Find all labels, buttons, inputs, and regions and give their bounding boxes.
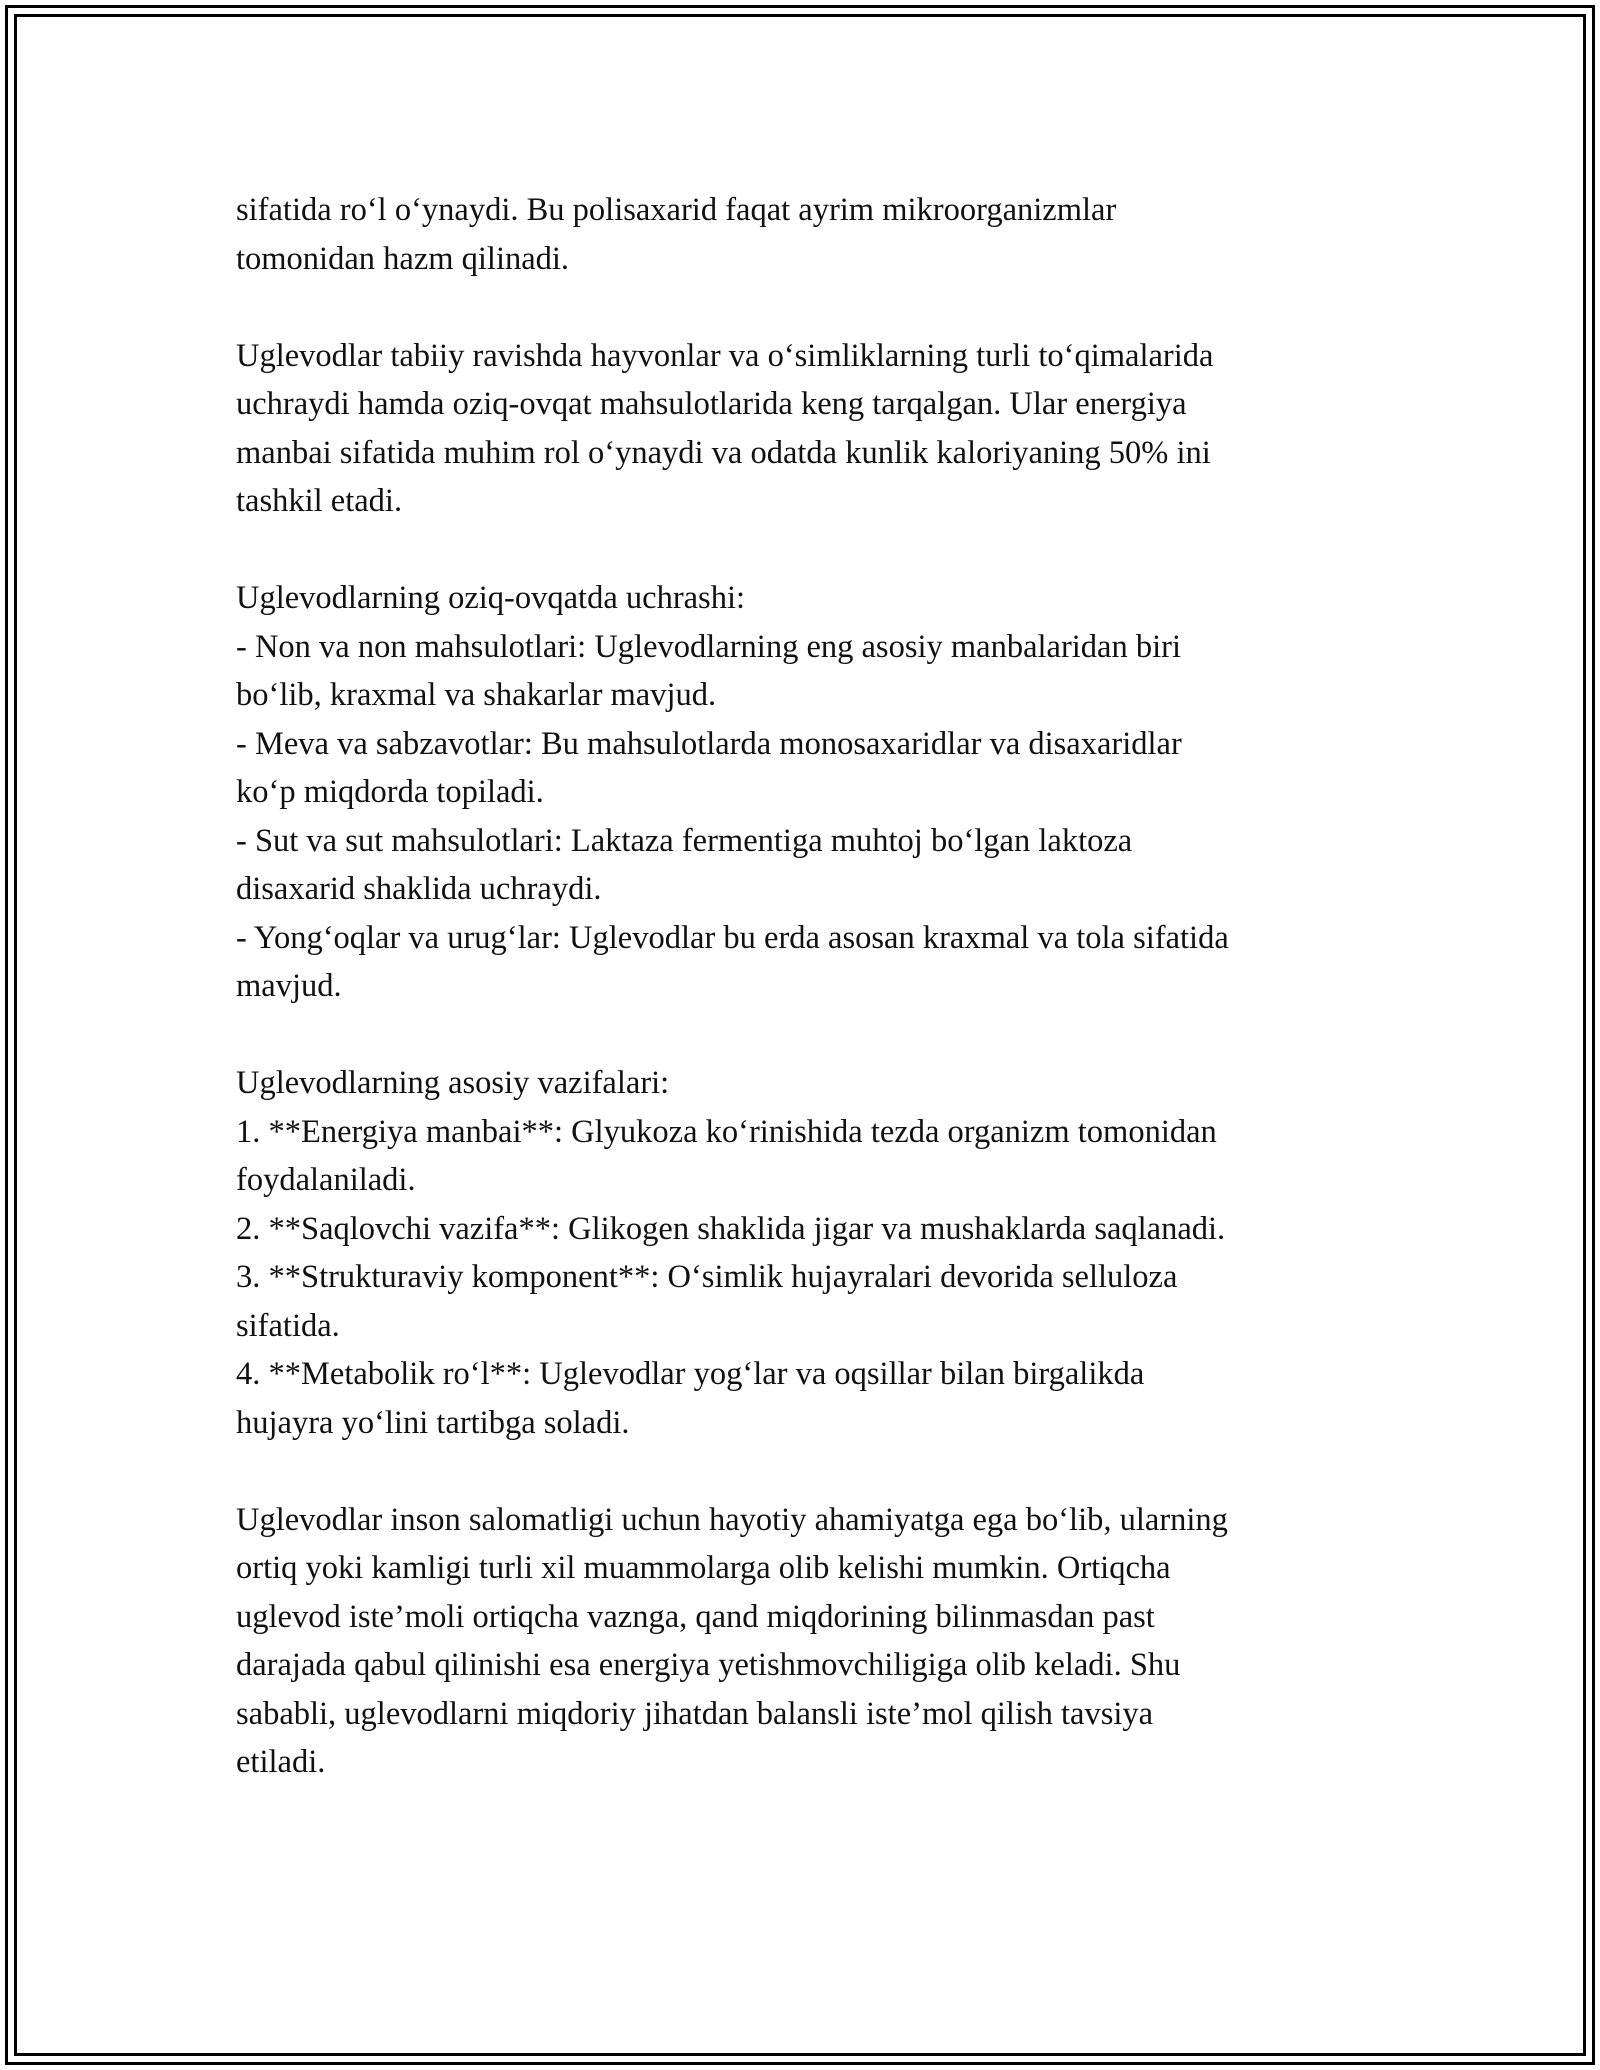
text-line: darajada qabul qilinishi esa energiya yetishmovchiligiga olib keladi. Shu — [236, 1647, 1181, 1683]
text-line: tashkil etadi. — [236, 483, 403, 519]
document-body — [236, 186, 1396, 1787]
list-item-line: foydalaniladi. — [236, 1162, 416, 1198]
text-line: manbai sifatida muhim rol o‘ynaydi va odatda kunlik kaloriyaning 50% ini — [236, 434, 1211, 471]
functions-heading: Uglevodlarning asosiy vazifalari: — [236, 1065, 670, 1101]
text-line: uchraydi hamda oziq-ovqat mahsulotlarida keng tarqalgan. Ular energiya — [236, 386, 1187, 422]
paragraph-conclusion — [236, 1496, 1396, 1787]
text-line: ortiq yoki kamligi turli xil muammolarga olib kelishi mumkin. Ortiqcha — [236, 1550, 1171, 1586]
list-item-line: mavjud. — [236, 968, 342, 1004]
list-item-line: 1. **Energiya manbai**: Glyukoza ko‘rinishida tezda organizm tomonidan — [236, 1113, 1217, 1150]
list-item-line: bo‘lib, kraxmal va shakarlar mavjud. — [236, 677, 717, 713]
list-item-line: - Meva va sabzavotlar: Bu mahsulotlarda monosaxaridlar va disaxaridlar — [236, 725, 1182, 762]
list-item-line: disaxarid shaklida uchraydi. — [236, 871, 602, 907]
text-line: Uglevodlar tabiiy ravishda hayvonlar va o‘simliklarning turli to‘qimalarida — [236, 337, 1214, 374]
paragraph-intro — [236, 186, 1396, 283]
list-item-line: 2. **Saqlovchi vazifa**: Glikogen shaklida jigar va mushaklarda saqlanadi. — [236, 1210, 1226, 1247]
sources-heading: Uglevodlarning oziq-ovqatda uchrashi: — [236, 580, 746, 616]
text-line: Uglevodlar inson salomatligi uchun hayotiy ahamiyatga ega bo‘lib, ularning — [236, 1501, 1228, 1538]
text-line: sababli, uglevodlarni miqdoriy jihatdan balansli iste’mol qilish tavsiya — [236, 1695, 1154, 1732]
list-item-line: ko‘p miqdorda topiladi. — [236, 774, 544, 810]
paragraph-occurrence — [236, 332, 1396, 526]
list-item-line: - Yong‘oqlar va urug‘lar: Uglevodlar bu erda asosan kraxmal va tola sifatida — [236, 919, 1229, 956]
text-line: tomonidan hazm qilinadi. — [236, 240, 570, 277]
text-line: sifatida ro‘l o‘ynaydi. Bu polisaxarid faqat ayrim mikroorganizmlar — [236, 192, 1117, 228]
text-line: uglevod iste’moli ortiqcha vaznga, qand miqdorining bilinmasdan past — [236, 1598, 1155, 1635]
list-item-line: sifatida. — [236, 1307, 340, 1344]
functions-section — [236, 1059, 1396, 1447]
list-item-line: hujayra yo‘lini tartibga soladi. — [236, 1404, 630, 1441]
list-item-line: 3. **Strukturaviy komponent**: O‘simlik hujayralari devorida selluloza — [236, 1259, 1178, 1295]
list-item-line: 4. **Metabolik ro‘l**: Uglevodlar yog‘lar va oqsillar bilan birgalikda — [236, 1356, 1145, 1392]
list-item-line: - Non va non mahsulotlari: Uglevodlarning eng asosiy manbalaridan biri — [236, 628, 1181, 665]
list-item-line: - Sut va sut mahsulotlari: Laktaza fermentiga muhtoj bo‘lgan laktoza — [236, 822, 1133, 859]
text-line: etiladi. — [236, 1744, 326, 1780]
sources-section — [236, 574, 1396, 1011]
